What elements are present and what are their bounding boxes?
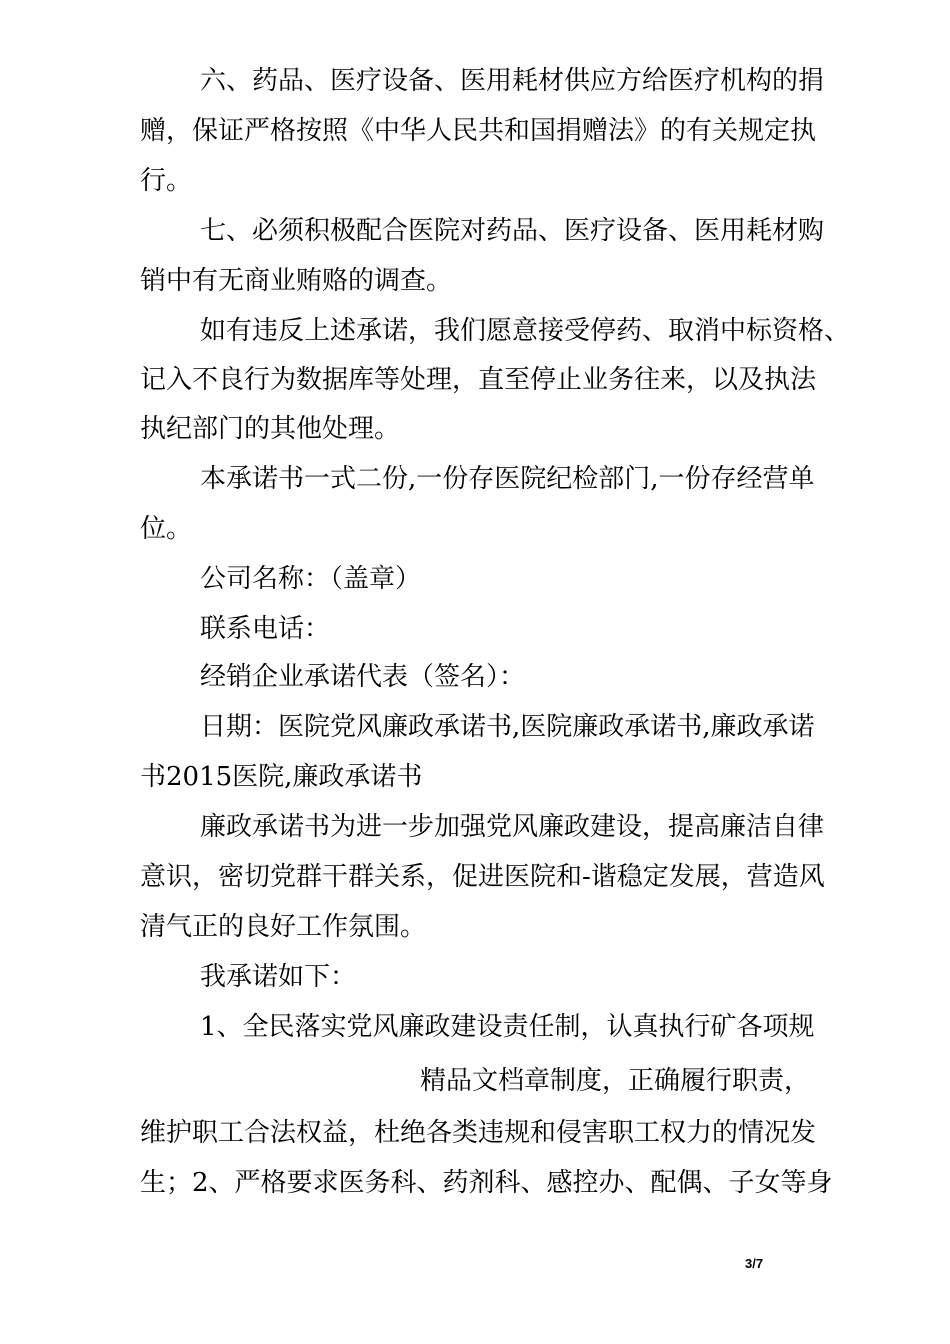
text-line: 销中有无商业贿赂的调查。	[140, 266, 453, 296]
text-line: 如有违反上述承诺，我们愿意接受停药、取消中标资格、	[200, 316, 851, 346]
text-line: 记入不良行为数据库等处理，直至停止业务往来，以及执法	[140, 365, 817, 395]
date-line: 日期：医院党风廉政承诺书,医院廉政承诺书,廉政承诺	[200, 712, 815, 742]
text-line: 意识，密切党群干群关系，促进医院和-谐稳定发展，营造风	[140, 862, 825, 892]
text-line: 行。	[140, 166, 193, 196]
text-line: 精品文档章制度，正确履行职责，	[420, 1066, 811, 1096]
contact-phone-field: 联系电话：	[200, 614, 331, 644]
text-line: 赠，保证严格按照《中华人民共和国捐赠法》的有关规定执	[140, 116, 817, 146]
text-line: 本承诺书一式二份,一份存医院纪检部门,一份存经营单	[200, 464, 815, 494]
text-line: 生；2、严格要求医务科、药剂科、感控办、配偶、子女等身	[140, 1168, 833, 1198]
text-line: 执纪部门的其他处理。	[140, 414, 401, 444]
text-line: 七、必须积极配合医院对药品、医疗设备、医用耗材购	[200, 216, 825, 246]
page-number: 3/7	[745, 1256, 764, 1271]
text-line: 我承诺如下：	[200, 962, 357, 992]
text-line: 维护职工合法权益，杜绝各类违规和侵害职工权力的情况发	[140, 1118, 817, 1148]
text-line: 1、全民落实党风廉政建设责任制，认真执行矿各项规	[200, 1012, 815, 1042]
text-line: 位。	[140, 514, 193, 544]
representative-signature-field: 经销企业承诺代表（签名）：	[200, 662, 526, 692]
text-line: 书2015医院,廉政承诺书	[140, 762, 423, 792]
company-name-field: 公司名称：（盖章）	[200, 564, 422, 594]
text-line: 六、药品、医疗设备、医用耗材供应方给医疗机构的捐	[200, 66, 825, 96]
text-line: 廉政承诺书为进一步加强党风廉政建设，提高廉洁自律	[200, 812, 825, 842]
text-line: 清气正的良好工作氛围。	[140, 912, 427, 942]
